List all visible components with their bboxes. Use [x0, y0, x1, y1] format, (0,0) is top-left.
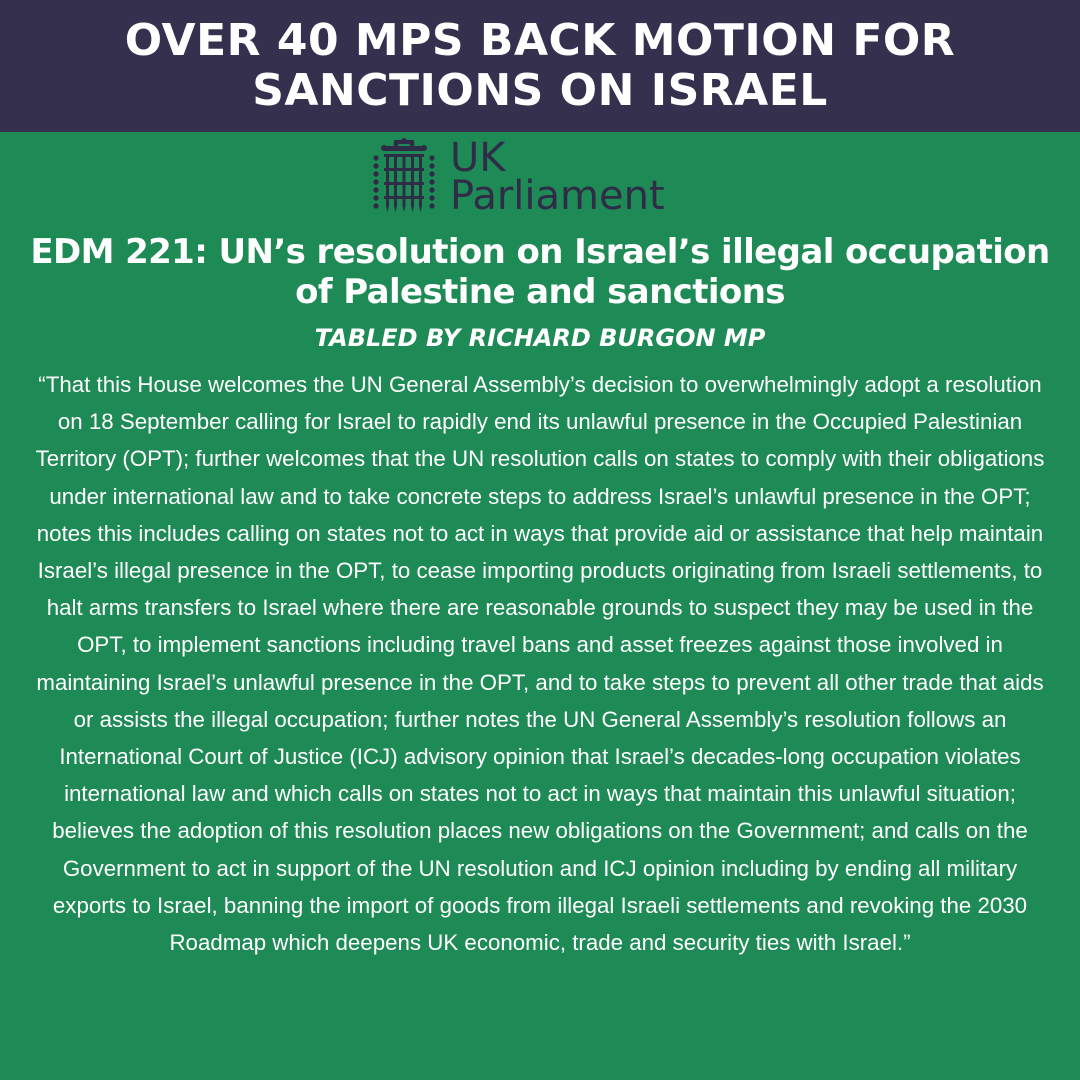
header-banner [0, 0, 1080, 132]
motion-title: EDM 221: UN’s resolution on Israel’s illegal occupation of Palestine and sanctions [30, 232, 1050, 312]
logo-text-parliament: Parliament [450, 173, 665, 219]
motion-text: “That this House welcomes the UN General Assembly’s decision to overwhelmingly adopt a resolution on 18 September calling for Israel to rapidly end its unlawful presence in the Occupied Palestinian Territory (OPT); further welcomes that the UN resolution calls on states to comply with their obligations under international law and to take concrete steps to address Israel’s unlawful presence in the OPT; notes this includes calling on states not to act in ways that provide aid or assistance that help maintain Israel’s illegal presence in the OPT, to cease importing products originating from Israeli settlements, to halt arms transfers to Israel where there are reasonable grounds to suspect they may be used in the OPT, to implement sanctions including travel bans and asset freezes against those involved in maintaining Israel’s unlawful presence in the OPT, and to take steps to prevent all other trade that aids or assists the illegal occupation; further notes the UN General Assembly’s resolution follows an International Court of Justice (ICJ) advisory opinion that Israel’s decades-long occupation violates international law and which calls on states not to act in ways that maintain this unlawful situation; believes the adoption of this resolution places new obligations on the Government; and calls on the Government to act in support of the UN resolution and ICJ opinion including by ending all military exports to Israel, banning the import of goods from illegal Israeli settlements and revoking the 2030 Roadmap which deepens UK economic, trade and security ties with Israel.” [35, 372, 1045, 956]
tabled-by: TABLED BY RICHARD BURGON MP [314, 324, 766, 352]
portcullis-icon [370, 138, 438, 216]
uk-parliament-logo [370, 135, 670, 219]
headline: OVER 40 MPS BACK MOTION FOR SANCTIONS ON ISRAEL [124, 15, 956, 116]
logo-text-uk: UK [450, 135, 506, 181]
